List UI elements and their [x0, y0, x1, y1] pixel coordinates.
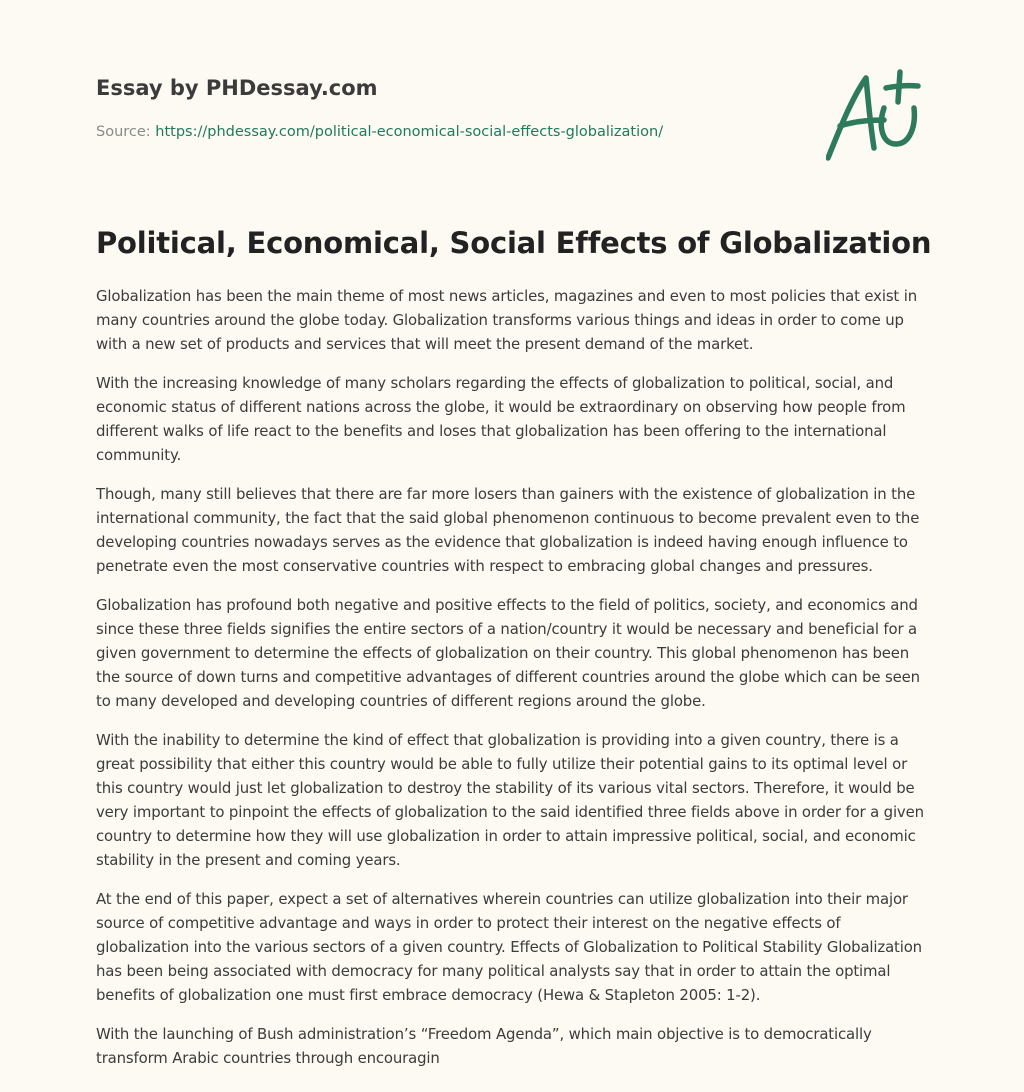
essay-paragraph: Though, many still believes that there are far more losers than gainers with the existence of globalization in the international community, the fact that the said global phenomenon continuous to become prevalent even to the developing countries nowadays serves as the evidence that globalization is indeed having enough influence to penetrate even the most conservative countries with respect to embracing global changes and pressures.: [96, 485, 920, 575]
essay-paragraph: With the inability to determine the kind of effect that globalization is providing into a given country, there is a great possibility that either this country would be able to fully utilize their potential gains to its optimal level or this country would just let globalization to destroy the stability of its various vital sectors. Therefore, it would be very important to pinpoint the effects of globalization to the said identified three fields above in order for a given country to determine how they will use globalization in order to attain impressive political, social, and economic stability in the present and coming years.: [96, 731, 924, 869]
source-label: Source:: [96, 124, 151, 140]
essay-paragraph: Globalization has profound both negative and positive effects to the field of politics, society, and economics and since these three fields signifies the entire sectors of a nation/country it would be necessary and beneficial for a given government to determine the effects of globalization on their country. This global phenomenon has been the source of down turns and competitive advantages of different countries around the globe which can be seen to many developed and developing countries of different regions around the globe.: [96, 596, 920, 710]
a-plus-logo-icon: [826, 68, 926, 164]
essay-paragraph: With the launching of Bush administration’s “Freedom Agenda”, which main objective is to democratically transform Arabic countries through encouragin: [96, 1025, 872, 1067]
source-line: [96, 124, 663, 140]
essay-body: [96, 284, 932, 1085]
essay-paragraph: With the increasing knowledge of many scholars regarding the effects of globalization to political, social, and economic status of different nations across the globe, it would be extraordinary on observing how people from different walks of life react to the benefits and loses that globalization has been offering to the international community.: [96, 374, 906, 464]
essay-title: Political, Economical, Social Effects of Globalization: [96, 226, 932, 260]
essay-paragraph: At the end of this paper, expect a set of alternatives wherein countries can utilize globalization into their major source of competitive advantage and ways in order to protect their interest on the negative effects of globalization into the various sectors of a given country. Effects of Globalization to Political Stability Globalization has been being associated with democracy for many political analysts say that in order to attain the optimal benefits of globalization one must first embrace democracy (Hewa & Stapleton 2005: 1-2).: [96, 890, 922, 1004]
site-brand: Essay by PHDessay.com: [96, 76, 378, 100]
source-link[interactable]: https://phdessay.com/political-economical-social-effects-globalization/: [155, 124, 664, 140]
essay-paragraph: Globalization has been the main theme of most news articles, magazines and even to most policies that exist in many countries around the globe today. Globalization transforms various things and ideas in order to come up with a new set of products and services that will meet the present demand of the market.: [96, 287, 917, 353]
